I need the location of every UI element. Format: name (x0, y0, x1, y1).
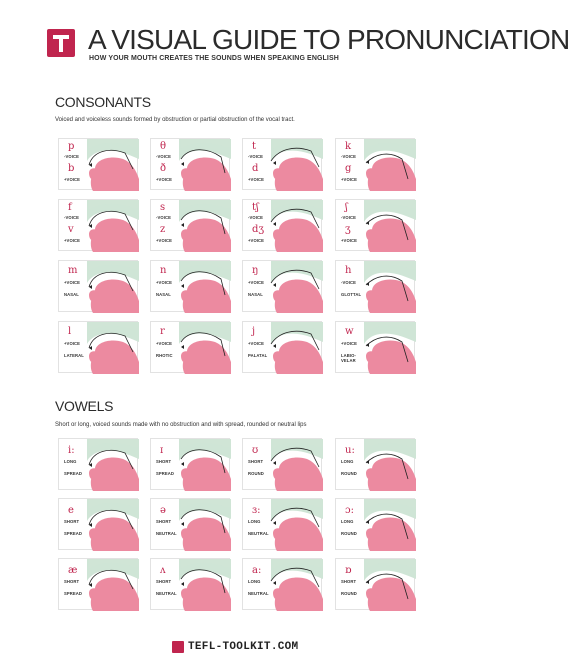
consonant-card (335, 199, 415, 251)
phoneme-symbol: m (68, 265, 78, 276)
consonant-card (58, 199, 138, 251)
vowel-card (242, 438, 322, 490)
consonant-card (150, 199, 230, 251)
phoneme-symbol: f (68, 202, 72, 213)
phoneme-symbol: ŋ (252, 265, 259, 276)
phoneme-label: +VOICE (341, 238, 358, 243)
vowels-heading: VOWELS (55, 398, 114, 414)
phoneme-label: GLOTTAL (341, 292, 362, 297)
phoneme-label: +VOICE (248, 280, 265, 285)
phoneme-label: +VOICE (156, 341, 173, 346)
phoneme-symbol: s (160, 202, 166, 213)
phoneme-label: -VOICE (64, 215, 80, 220)
phoneme-symbol: dʒ (252, 224, 265, 235)
vowel-card (150, 438, 230, 490)
phoneme-symbol: l (68, 326, 72, 337)
phoneme-symbol: v (68, 224, 74, 235)
phoneme-symbol: i: (68, 445, 75, 456)
phoneme-symbol: p (68, 141, 75, 152)
phoneme-label: +VOICE (64, 341, 81, 346)
phoneme-label: -VOICE (248, 154, 264, 159)
phoneme-label: LATERAL (64, 353, 84, 358)
phoneme-symbol: z (160, 224, 166, 235)
phoneme-label: ROUND (341, 591, 357, 596)
phoneme-label: -VOICE (156, 154, 172, 159)
phoneme-label: SHORT (64, 519, 80, 524)
consonant-card (242, 260, 322, 312)
page-title: A VISUAL GUIDE TO PRONUNCIATION (88, 24, 569, 55)
phoneme-label: -VOICE (341, 154, 357, 159)
consonants-heading: CONSONANTS (55, 94, 151, 110)
phoneme-label: NASAL (248, 292, 263, 297)
phoneme-symbol: ɒ (345, 565, 352, 576)
vowel-card (242, 558, 322, 610)
phoneme-symbol: ɪ (160, 445, 164, 456)
phoneme-symbol: r (160, 326, 165, 337)
phoneme-label: NASAL (64, 292, 79, 297)
phoneme-label: -VOICE (64, 154, 80, 159)
phoneme-symbol: æ (68, 565, 78, 576)
consonant-card (335, 321, 415, 373)
phoneme-symbol: ɔ: (345, 505, 354, 516)
phoneme-label: +VOICE (156, 177, 173, 182)
phoneme-label: +VOICE (341, 341, 358, 346)
phoneme-symbol: t (252, 141, 257, 152)
consonant-card (58, 138, 138, 190)
tefl-logo-small-icon (172, 641, 184, 653)
phoneme-label: NEUTRAL (248, 531, 269, 536)
consonant-card (150, 260, 230, 312)
phoneme-label: ROUND (248, 471, 264, 476)
consonant-card (242, 138, 322, 190)
phoneme-symbol: d (252, 163, 259, 174)
phoneme-label: -VOICE (341, 280, 357, 285)
vowel-card (335, 558, 415, 610)
vowel-card (58, 558, 138, 610)
consonants-description: Voiced and voiceless sounds formed by obstruction or partial obstruction of the vocal tract. (55, 117, 295, 123)
phoneme-label: SHORT (248, 459, 264, 464)
vowel-card (335, 498, 415, 550)
consonant-card (58, 321, 138, 373)
consonant-card (242, 321, 322, 373)
vowel-card (150, 498, 230, 550)
phoneme-label: NEUTRAL (156, 591, 177, 596)
phoneme-symbol: ʌ (160, 565, 166, 576)
vowel-card (335, 438, 415, 490)
phoneme-label: +VOICE (341, 177, 358, 182)
phoneme-label: +VOICE (156, 280, 173, 285)
phoneme-symbol: h (345, 265, 352, 276)
consonant-card (335, 260, 415, 312)
phoneme-label: +VOICE (248, 177, 265, 182)
phoneme-label: SPREAD (64, 591, 83, 596)
phoneme-label: SPREAD (64, 531, 83, 536)
phoneme-symbol: ʊ (252, 445, 259, 456)
phoneme-label: LONG (64, 459, 77, 464)
consonant-card (150, 321, 230, 373)
phoneme-label: +VOICE (64, 177, 81, 182)
vowels-description: Short or long, voiced sounds made with no obstruction and with spread, rounded or neutral lips (55, 422, 307, 428)
phoneme-label: NEUTRAL (248, 591, 269, 596)
footer-brand (172, 640, 298, 654)
phoneme-label: ROUND (341, 531, 357, 536)
page-subtitle: HOW YOUR MOUTH CREATES THE SOUNDS WHEN SPEAKING ENGLISH (89, 55, 339, 62)
phoneme-label: +VOICE (156, 238, 173, 243)
phoneme-label: ROUND (341, 471, 357, 476)
phoneme-symbol: u: (345, 445, 355, 456)
phoneme-label: RHOTIC (156, 353, 173, 358)
phoneme-symbol: e (68, 505, 74, 516)
phoneme-symbol: b (68, 163, 75, 174)
phoneme-label: SPREAD (156, 471, 175, 476)
phoneme-label: NASAL (156, 292, 171, 297)
phoneme-label: SHORT (341, 579, 357, 584)
tefl-logo-icon (47, 29, 75, 57)
phoneme-label: +VOICE (248, 341, 265, 346)
consonant-card (242, 199, 322, 251)
phoneme-symbol: ʃ (345, 202, 348, 213)
phoneme-label: +VOICE (64, 238, 81, 243)
vowel-card (242, 498, 322, 550)
phoneme-label: LONG (248, 519, 261, 524)
vowel-card (58, 438, 138, 490)
phoneme-label: SHORT (64, 579, 80, 584)
phoneme-label: SHORT (156, 579, 172, 584)
phoneme-label: SHORT (156, 459, 172, 464)
vowel-card (150, 558, 230, 610)
phoneme-label: LONG (341, 519, 354, 524)
phoneme-label: -VOICE (341, 215, 357, 220)
phoneme-symbol: k (345, 141, 352, 152)
vowel-card (58, 498, 138, 550)
phoneme-label: NEUTRAL (156, 531, 177, 536)
phoneme-label: LABIO-VELAR (341, 353, 357, 363)
phoneme-label: LONG (248, 579, 261, 584)
phoneme-symbol: ʒ (345, 224, 351, 235)
phoneme-symbol: a: (252, 565, 262, 576)
phoneme-label: SHORT (156, 519, 172, 524)
phoneme-symbol: ɜ: (252, 505, 261, 516)
phoneme-symbol: g (345, 163, 352, 174)
phoneme-symbol: n (160, 265, 167, 276)
phoneme-label: -VOICE (248, 215, 264, 220)
phoneme-label: PALATAL (248, 353, 268, 358)
consonant-card (150, 138, 230, 190)
phoneme-symbol: ə (160, 505, 166, 516)
consonant-card (58, 260, 138, 312)
footer-website: TEFL-TOOLKIT.COM (188, 641, 299, 653)
phoneme-symbol: tʃ (252, 202, 259, 213)
phoneme-label: LONG (341, 459, 354, 464)
phoneme-symbol: w (345, 326, 354, 337)
phoneme-symbol: ð (160, 163, 167, 174)
phoneme-label: SPREAD (64, 471, 83, 476)
phoneme-symbol: θ (160, 141, 167, 152)
phoneme-label: +VOICE (248, 238, 265, 243)
phoneme-label: -VOICE (156, 215, 172, 220)
phoneme-label: +VOICE (64, 280, 81, 285)
phoneme-symbol: j (252, 326, 256, 337)
consonant-card (335, 138, 415, 190)
